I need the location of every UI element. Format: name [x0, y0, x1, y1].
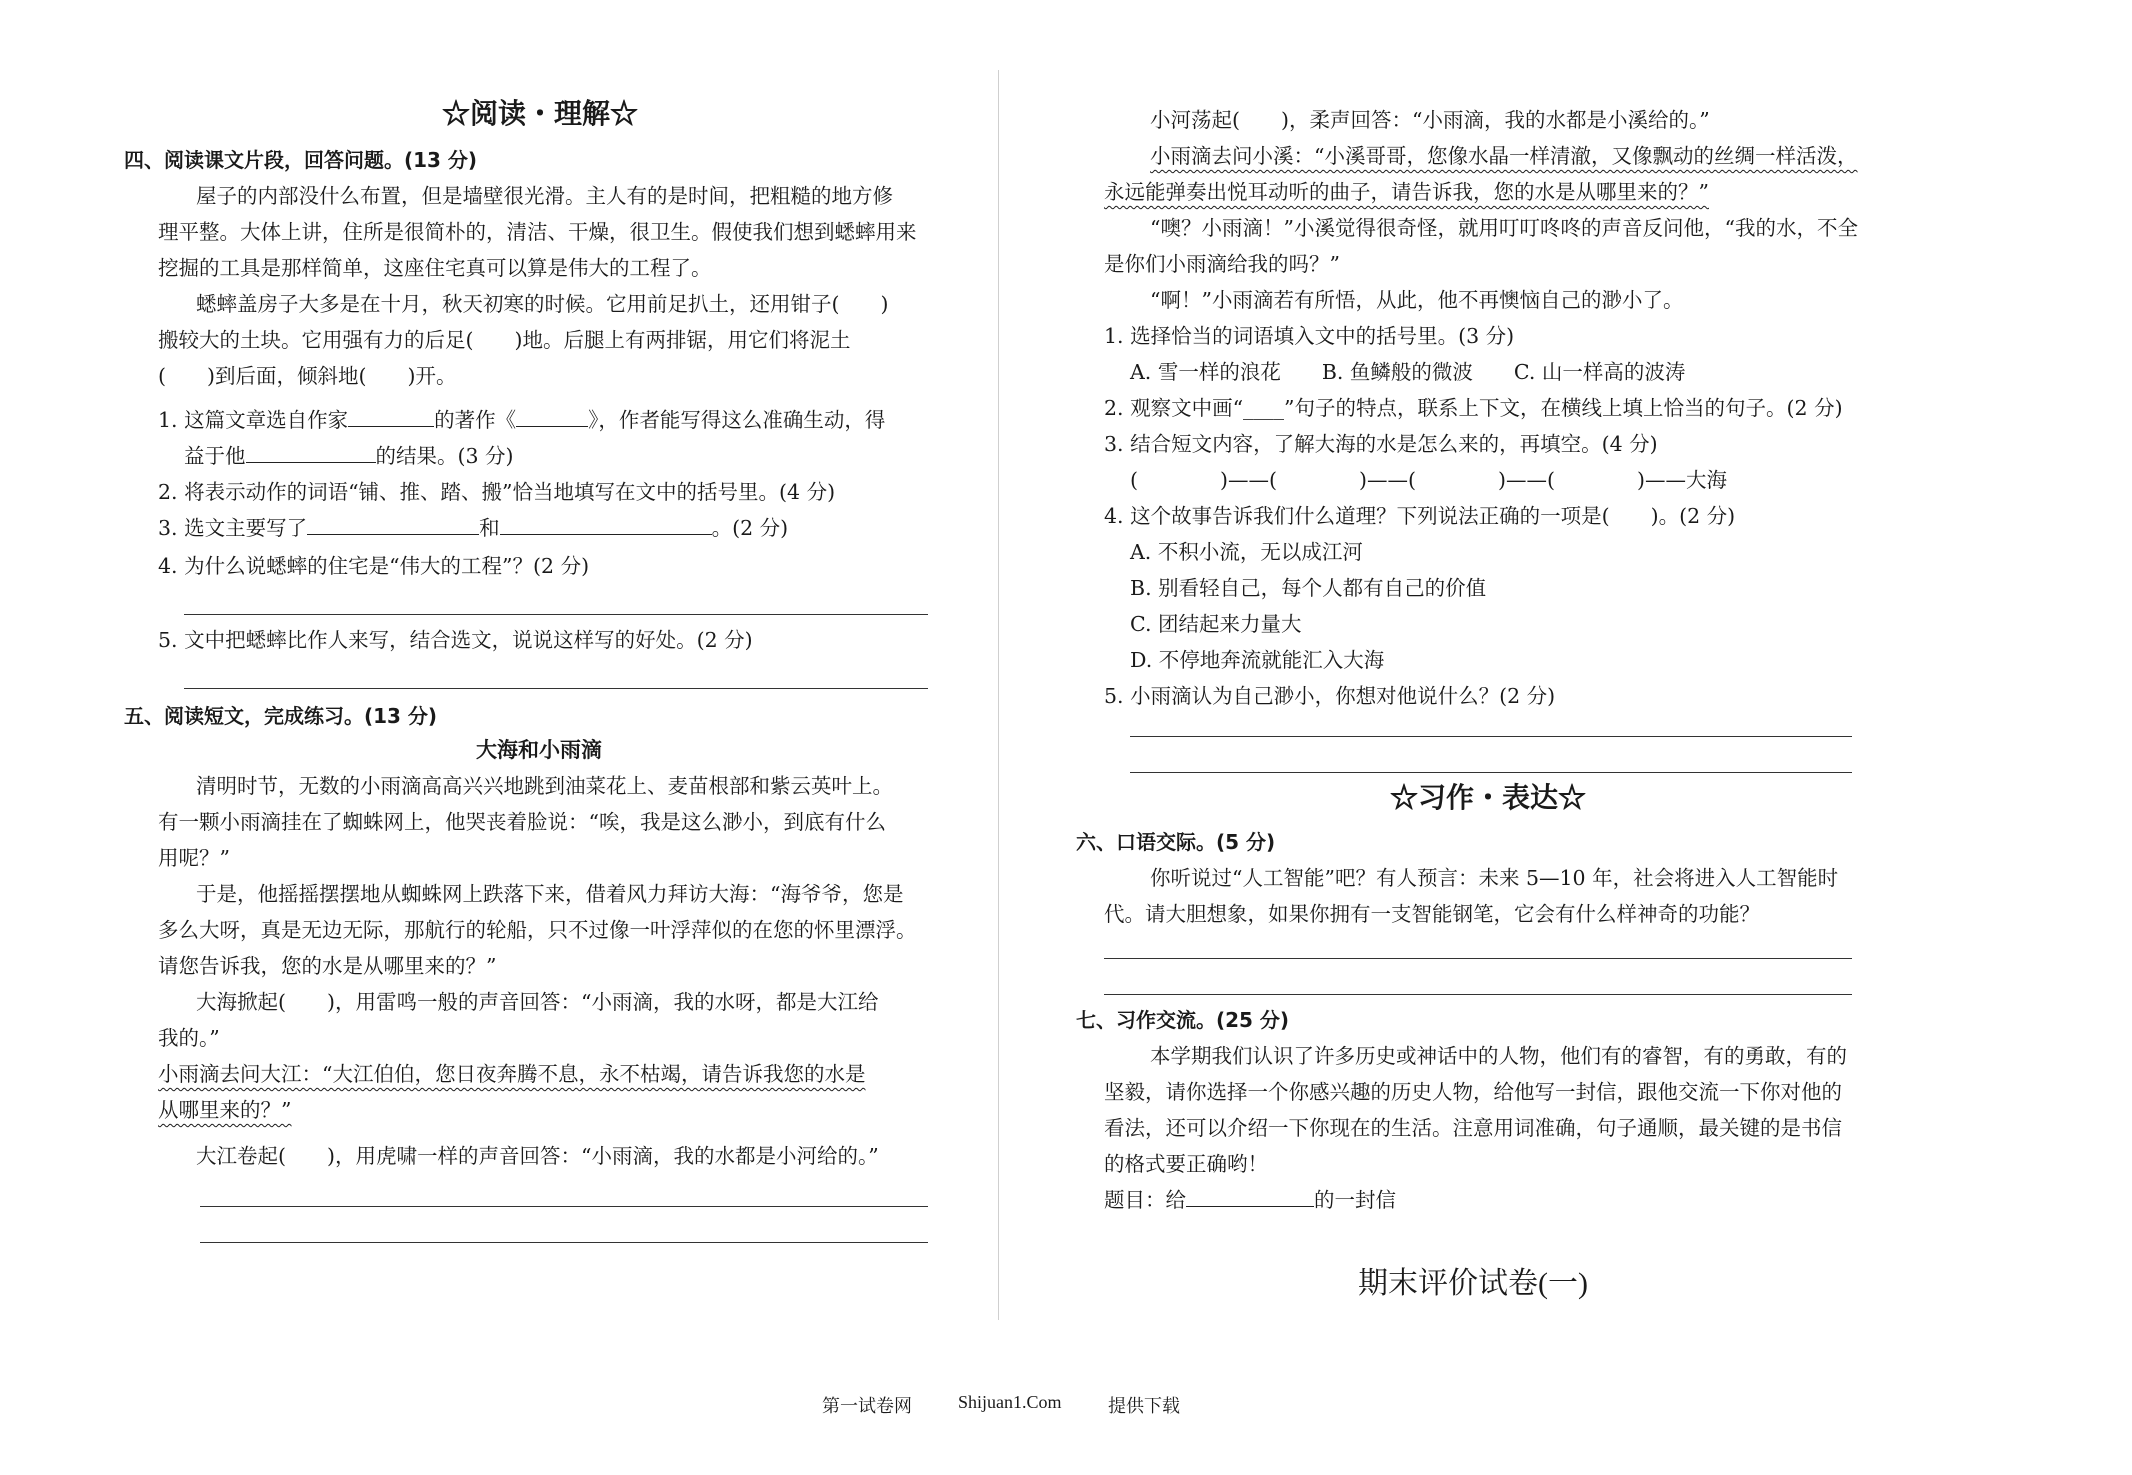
q4-item-1	[158, 406, 885, 434]
q4-item-2: 2. 将表示动作的词语“铺、推、踏、搬”恰当地填写在文中的括号里。(4 分)	[158, 480, 836, 504]
q7-line: 坚毅，请你选择一个你感兴趣的历史人物，给他写一封信，跟他交流一下你对他的	[1104, 1080, 1842, 1104]
footer-site-url[interactable]: Shijuan1.Com	[958, 1392, 1062, 1412]
q5-item-4-option-c[interactable]: C. 团结起来力量大	[1130, 612, 1302, 636]
q6-line: 代。请大胆想象，如果你拥有一支智能钢笔，它会有什么样神奇的功能？	[1104, 902, 1760, 926]
q4-passage-line: 屋子的内部没什么布置，但是墙壁很光滑。主人有的是时间，把粗糙的地方修	[196, 184, 893, 208]
q5-item-2: 2. 观察文中画“____”句子的特点，联系上下文，在横线上填上恰当的句子。(2 分)	[1104, 396, 1843, 420]
q6-header: 六、口语交际。(5 分)	[1076, 830, 1276, 854]
q4-item-1-text: 的著作《	[434, 408, 517, 432]
q7-topic-text: 的一封信	[1314, 1188, 1396, 1212]
q5-item-4: 4. 这个故事告诉我们什么道理？下列说法正确的一项是( )。(2 分)	[1104, 504, 1736, 528]
footer-site-name: 第一试卷网	[822, 1396, 912, 1416]
q4-item-3-text: 。(2 分)	[711, 516, 789, 540]
q4-item-5: 5. 文中把蟋蟀比作人来写，结合选文，说说这样写的好处。(2 分)	[158, 628, 753, 652]
q5-item-4-option-a[interactable]: A. 不积小流，无以成江河	[1130, 540, 1363, 564]
q5-item-3-chain: ( )——( )——( )——( )——大海	[1130, 468, 1727, 492]
story-line: “啊！”小雨滴若有所悟，从此，他不再懊恼自己的渺小了。	[1150, 288, 1684, 312]
story-line-wavy: 小雨滴去问小溪：“小溪哥哥，您像水晶一样清澈，又像飘动的丝绸一样活泼，	[1150, 144, 1858, 168]
story-line: 用呢？”	[158, 846, 230, 870]
answer-line[interactable]	[200, 1206, 928, 1207]
q4-item-3-text: 和	[479, 516, 500, 540]
story-line-wavy: 从哪里来的？”	[158, 1098, 292, 1122]
q4-passage-line: ( )到后面，倾斜地( )开。	[158, 364, 457, 388]
answer-line[interactable]	[200, 1242, 928, 1243]
q4-item-1-text: 益于他	[184, 444, 246, 468]
q4-passage-line: 挖掘的工具是那样简单，这座住宅真可以算是伟大的工程了。	[158, 256, 712, 280]
answer-blank[interactable]	[246, 442, 376, 463]
answer-blank[interactable]	[516, 406, 588, 427]
page-divider	[998, 70, 999, 1320]
answer-line[interactable]	[1104, 958, 1852, 959]
story-line: 清明时节，无数的小雨滴高高兴兴地跳到油菜花上、麦苗根部和紫云英叶上。	[196, 774, 893, 798]
q5-item-4-option-b[interactable]: B. 别看轻自己，每个人都有自己的价值	[1130, 576, 1487, 600]
story-line: 有一颗小雨滴挂在了蜘蛛网上，他哭丧着脸说：“唉，我是这么渺小，到底有什么	[158, 810, 886, 834]
section-heading-writing: ☆习作・表达☆	[1390, 781, 1587, 814]
exam-title: 期末评价试卷(一)	[1358, 1267, 1588, 1300]
footer-download-text: 提供下载	[1108, 1396, 1180, 1416]
story-line: 请您告诉我，您的水是从哪里来的？”	[158, 954, 497, 978]
q4-passage-line: 蟋蟀盖房子大多是在十月，秋天初寒的时候。它用前足扒土，还用钳子( )	[196, 292, 889, 316]
q4-item-1-text: 》，作者能写得这么准确生动，得	[588, 408, 886, 432]
q7-line: 的格式要正确哟！	[1104, 1152, 1268, 1176]
q7-topic	[1104, 1186, 1396, 1214]
story-line: 是你们小雨滴给我的吗？”	[1104, 252, 1340, 276]
q5-item-5: 5. 小雨滴认为自己渺小，你想对他说什么？(2 分)	[1104, 684, 1556, 708]
section-heading-reading: ☆阅读・理解☆	[442, 97, 639, 130]
q5-item-1: 1. 选择恰当的词语填入文中的括号里。(3 分)	[1104, 324, 1515, 348]
answer-blank[interactable]	[307, 514, 479, 535]
answer-line[interactable]	[184, 614, 928, 615]
q4-header: 四、阅读课文片段，回答问题。(13 分)	[124, 148, 478, 172]
story-line: 大江卷起( )，用虎啸一样的声音回答：“小雨滴，我的水都是小河给的。”	[196, 1144, 879, 1168]
q7-line: 看法，还可以介绍一下你现在的生活。注意用词准确，句子通顺，最关键的是书信	[1104, 1116, 1842, 1140]
answer-blank[interactable]	[1186, 1186, 1314, 1207]
answer-line[interactable]	[1104, 994, 1852, 995]
story-line: “噢？小雨滴！”小溪觉得很奇怪，就用叮叮咚咚的声音反问他，“我的水，不全	[1150, 216, 1858, 240]
answer-blank[interactable]	[348, 406, 434, 427]
q5-item-1-options: A. 雪一样的浪花 B. 鱼鳞般的微波 C. 山一样高的波涛	[1130, 360, 1686, 384]
q4-item-1-cont	[184, 442, 514, 470]
story-line-wavy: 永远能弹奏出悦耳动听的曲子，请告诉我，您的水是从哪里来的？”	[1104, 180, 1709, 204]
q4-passage-line: 搬较大的土块。它用强有力的后足( )地。后腿上有两排锯，用它们将泥土	[158, 328, 851, 352]
q7-line: 本学期我们认识了许多历史或神话中的人物，他们有的睿智，有的勇敢，有的	[1150, 1044, 1847, 1068]
answer-line[interactable]	[184, 688, 928, 689]
story-line: 于是，他摇摇摆摆地从蜘蛛网上跌落下来，借着风力拜访大海：“海爷爷，您是	[196, 882, 904, 906]
story-line: 大海掀起( )，用雷鸣一般的声音回答：“小雨滴，我的水呀，都是大江给	[196, 990, 879, 1014]
q5-item-3: 3. 结合短文内容，了解大海的水是怎么来的，再填空。(4 分)	[1104, 432, 1658, 456]
answer-line[interactable]	[1130, 772, 1852, 773]
answer-line[interactable]	[1130, 736, 1852, 737]
q4-item-1-text: 的结果。(3 分)	[375, 444, 514, 468]
q4-item-1-text: 1. 这篇文章选自作家	[158, 408, 349, 432]
story-line-wavy: 小雨滴去问大江：“大江伯伯，您日夜奔腾不息，永不枯竭，请告诉我您的水是	[158, 1062, 866, 1086]
q6-line: 你听说过“人工智能”吧？有人预言：未来 5—10 年，社会将进入人工智能时	[1150, 866, 1839, 890]
answer-blank[interactable]	[500, 514, 712, 535]
q4-item-3-text: 3. 选文主要写了	[158, 516, 308, 540]
story-line: 小河荡起( )，柔声回答：“小雨滴，我的水都是小溪给的。”	[1150, 108, 1710, 132]
story-line: 多么大呀，真是无边无际，那航行的轮船，只不过像一叶浮萍似的在您的怀里漂浮。	[158, 918, 917, 942]
q7-topic-text: 题目：给	[1104, 1188, 1186, 1212]
q5-header: 五、阅读短文，完成练习。(13 分)	[124, 704, 438, 728]
story-title: 大海和小雨滴	[476, 738, 602, 762]
q4-passage-line: 理平整。大体上讲，住所是很简朴的，清洁、干燥，很卫生。假使我们想到蟋蟀用来	[158, 220, 917, 244]
q4-item-3	[158, 514, 788, 542]
q4-item-4: 4. 为什么说蟋蟀的住宅是“伟大的工程”？(2 分)	[158, 554, 590, 578]
q5-item-4-option-d[interactable]: D. 不停地奔流就能汇入大海	[1130, 648, 1385, 672]
story-line: 我的。”	[158, 1026, 220, 1050]
q7-header: 七、习作交流。(25 分)	[1076, 1008, 1290, 1032]
